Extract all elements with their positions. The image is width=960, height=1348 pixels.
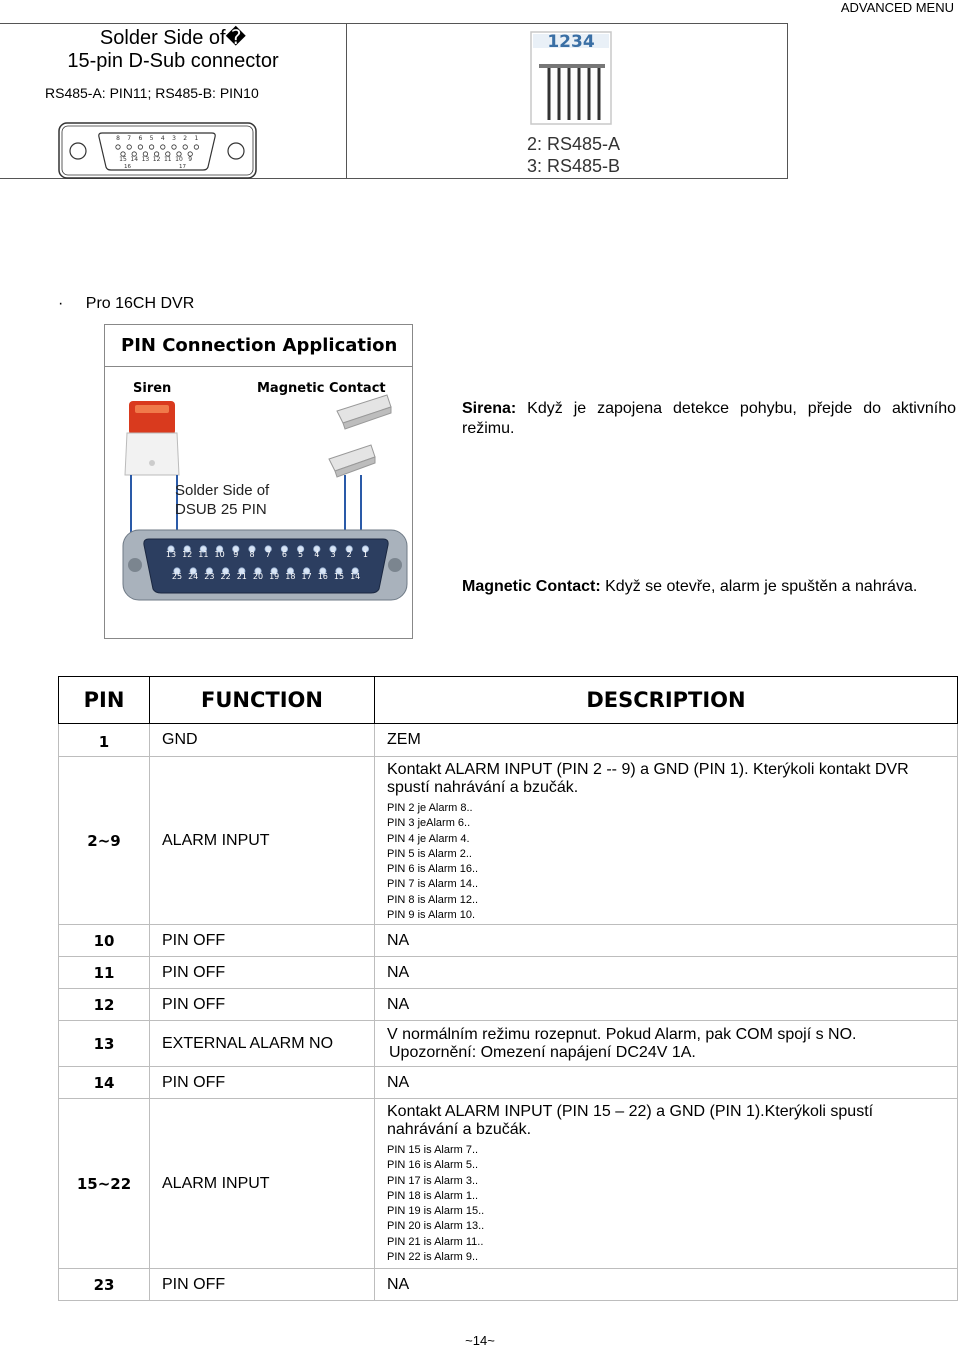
power-warning: Upozornění: Omezení napájení DC24V 1A.	[389, 1043, 696, 1061]
magnetic-note-text: Když se otevře, alarm je spuštěn a nahráva.	[600, 578, 918, 595]
bullet-text: Pro 16CH DVR	[85, 295, 195, 312]
dsub15-pin-label: 2	[183, 135, 188, 142]
dsub15-pin-label: 13	[141, 156, 150, 163]
dsub25-pin-label: 21	[236, 572, 247, 581]
list-item: PIN 3 jeAlarm 6..	[387, 817, 471, 830]
pin-cell: 1	[59, 724, 150, 757]
dsub25-pin-label: 3	[330, 550, 336, 559]
rs485-note: RS485-A: PIN11; RS485-B: PIN10	[45, 85, 259, 101]
section-bullet	[58, 295, 194, 313]
table-row	[59, 1099, 958, 1269]
pin-cell: 14	[59, 1067, 150, 1099]
dsub15-pin-hole	[183, 145, 187, 149]
magnetic-note	[462, 577, 917, 597]
description-cell: NA	[375, 1269, 958, 1301]
table-row	[59, 1021, 958, 1067]
header-description: DESCRIPTION	[375, 677, 958, 724]
table-row	[59, 925, 958, 957]
dsub15-pin-hole	[172, 145, 176, 149]
dsub15-pin-16: 16	[124, 164, 131, 170]
description-cell: NA	[375, 925, 958, 957]
dsub25-pin-label: 18	[285, 572, 296, 581]
dsub25-pin-label: 16	[317, 572, 328, 581]
function-cell: PIN OFF	[150, 925, 375, 957]
dsub15-pin-label: 1	[194, 135, 199, 142]
dsub25-pin-label: 12	[182, 550, 193, 559]
dsub25-pin-label: 2	[346, 550, 352, 559]
pin-function-table	[58, 676, 958, 1301]
rj-label-a: 2: RS485-A	[527, 134, 621, 154]
dsub15-cell	[0, 24, 347, 178]
list-item: PIN 21 is Alarm 11..	[387, 1235, 484, 1248]
function-cell: GND	[150, 724, 375, 757]
dsub15-pin-hole	[161, 145, 165, 149]
magnetic-contact-icon	[329, 395, 391, 477]
dsub15-pin-label: 7	[127, 135, 132, 142]
pin-connection-heading: PIN Connection Application	[105, 325, 412, 367]
page-number: ~14~	[465, 1333, 495, 1348]
dsub25-pin-label: 10	[214, 550, 225, 559]
dsub25-pin-label: 19	[269, 572, 280, 581]
dsub15-pin-hole	[138, 145, 142, 149]
description-cell	[375, 1099, 958, 1269]
dsub25-pin-label: 5	[298, 550, 304, 559]
function-cell: PIN OFF	[150, 989, 375, 1021]
header-function: FUNCTION	[150, 677, 375, 724]
table-row	[59, 957, 958, 989]
list-item: PIN 4 je Alarm 4.	[387, 832, 470, 845]
pin-cell: 12	[59, 989, 150, 1021]
dsub25-caption	[175, 481, 269, 519]
list-item: PIN 5 is Alarm 2..	[387, 847, 472, 860]
dsub25-pin-label: 23	[204, 572, 215, 581]
list-item: PIN 6 is Alarm 16..	[387, 863, 479, 876]
rj-label-b: 3: RS485-B	[527, 156, 621, 176]
dsub15-pin-label: 3	[172, 135, 176, 142]
alarm-mapping-list	[387, 1143, 957, 1265]
dsub25-caption-line2: DSUB 25 PIN	[175, 501, 267, 518]
dsub25-pin-label: 25	[171, 572, 183, 581]
magnetic-note-label: Magnetic Contact:	[462, 578, 601, 595]
dsub15-pin-label: 11	[163, 156, 172, 163]
bullet-mark: ·	[58, 295, 64, 312]
dsub15-connector-diagram	[58, 122, 258, 180]
dsub15-pin-label: 4	[160, 135, 165, 142]
dsub25-pin-label: 14	[350, 572, 361, 581]
dsub15-pin-label: 5	[149, 135, 154, 142]
dsub25-pin-label: 24	[188, 572, 199, 581]
list-item: PIN 9 is Alarm 10.	[387, 909, 476, 922]
dsub25-pin-label: 9	[233, 550, 239, 559]
function-cell: PIN OFF	[150, 957, 375, 989]
rj-pin-numbers: 1234	[547, 32, 595, 52]
dsub15-pin-label: 14	[130, 156, 139, 163]
table-row	[59, 1269, 958, 1301]
description-cell	[375, 757, 958, 925]
table-row	[59, 989, 958, 1021]
magnetic-contact-label: Magnetic Contact	[257, 381, 386, 396]
siren-icon	[125, 401, 179, 475]
pin-cell: 10	[59, 925, 150, 957]
dsub15-pin-label: 9	[188, 156, 193, 163]
dsub25-pin-label: 22	[220, 572, 231, 581]
pin-cell: 23	[59, 1269, 150, 1301]
dsub15-pin-17: 17	[179, 164, 186, 170]
dsub15-pin-label: 12	[152, 156, 161, 163]
dsub25-pin-label: 17	[301, 572, 312, 581]
table-header-row	[59, 677, 958, 724]
description-cell: NA	[375, 957, 958, 989]
dsub25-pin-label: 6	[281, 550, 287, 559]
dsub25-caption-line1: Solder Side of	[175, 482, 270, 499]
siren-note	[462, 399, 956, 439]
description-cell: ZEM	[375, 724, 958, 757]
list-item: PIN 22 is Alarm 9..	[387, 1251, 479, 1264]
table-row	[59, 724, 958, 757]
table-row	[59, 1067, 958, 1099]
dsub25-pin-label: 1	[362, 550, 368, 559]
dsub25-pin-label: 13	[165, 550, 177, 559]
dsub15-pin-label: 8	[116, 135, 120, 142]
dsub15-pin-hole	[149, 145, 153, 149]
pin-cell: 13	[59, 1021, 150, 1067]
dsub15-pin-label: 6	[138, 135, 143, 142]
dsub15-pin-hole	[194, 145, 198, 149]
list-item: PIN 19 is Alarm 15..	[387, 1205, 485, 1218]
list-item: PIN 15 is Alarm 7..	[387, 1144, 479, 1156]
function-cell: EXTERNAL ALARM NO	[150, 1021, 375, 1067]
connector-title-line2: 15-pin D-Sub connector	[67, 50, 279, 72]
siren-label: Siren	[133, 381, 172, 396]
dsub15-pin-hole	[127, 145, 131, 149]
header-pin: PIN	[59, 677, 150, 724]
connector-table	[0, 23, 788, 179]
list-item: PIN 7 is Alarm 14..	[387, 878, 479, 891]
list-item: PIN 18 is Alarm 1..	[387, 1189, 479, 1202]
dsub15-pin-label: 15	[119, 156, 127, 163]
pin-connection-figure	[104, 324, 413, 639]
section-header: ADVANCED MENU	[840, 0, 954, 15]
description-text: Kontakt ALARM INPUT (PIN 15 – 22) a GND (PIN 1).Kterýkoli spustí nahrávání a bzučák.	[387, 1103, 874, 1138]
dsub15-pin-hole	[116, 145, 120, 149]
siren-note-label: Sirena:	[462, 400, 517, 417]
pin-cell: 2~9	[59, 757, 150, 925]
list-item: PIN 20 is Alarm 13..	[387, 1220, 485, 1233]
description-cell	[375, 1021, 958, 1067]
list-item: PIN 16 is Alarm 5..	[387, 1159, 479, 1172]
description-cell: NA	[375, 1067, 958, 1099]
pin-cell: 15~22	[59, 1099, 150, 1269]
description-text: Kontakt ALARM INPUT (PIN 2 -- 9) a GND (PIN 1). Kterýkoli kontakt DVR spustí nahrávání a bzučák.	[387, 761, 909, 796]
siren-note-text: Když je zapojena detekce pohybu, přejde do aktivního režimu.	[462, 400, 956, 437]
function-cell: PIN OFF	[150, 1067, 375, 1099]
dsub15-pin-label: 10	[175, 156, 183, 163]
rj-connector-diagram	[525, 30, 635, 178]
description-cell: NA	[375, 989, 958, 1021]
dsub25-connector-icon	[123, 530, 407, 600]
dsub25-pin-label: 15	[333, 572, 345, 581]
function-cell: PIN OFF	[150, 1269, 375, 1301]
pin-cell: 11	[59, 957, 150, 989]
list-item: PIN 8 is Alarm 12..	[387, 893, 479, 906]
table-row	[59, 757, 958, 925]
connector-title-line1: Solder Side of�	[99, 27, 247, 49]
dsub25-pin-label: 20	[252, 572, 264, 581]
function-cell: ALARM INPUT	[150, 757, 375, 925]
function-cell: ALARM INPUT	[150, 1099, 375, 1269]
dsub25-pin-label: 11	[198, 550, 209, 559]
list-item: PIN 17 is Alarm 3..	[387, 1174, 479, 1187]
alarm-mapping-list	[387, 801, 957, 923]
dsub25-pin-label: 4	[314, 550, 320, 559]
dsub25-pin-label: 8	[249, 550, 255, 559]
list-item: PIN 2 je Alarm 8..	[387, 802, 473, 814]
description-text: V normálním režimu rozepnut. Pokud Alarm, pak COM spojí s NO.	[387, 1025, 857, 1043]
dsub25-pin-label: 7	[265, 550, 271, 559]
